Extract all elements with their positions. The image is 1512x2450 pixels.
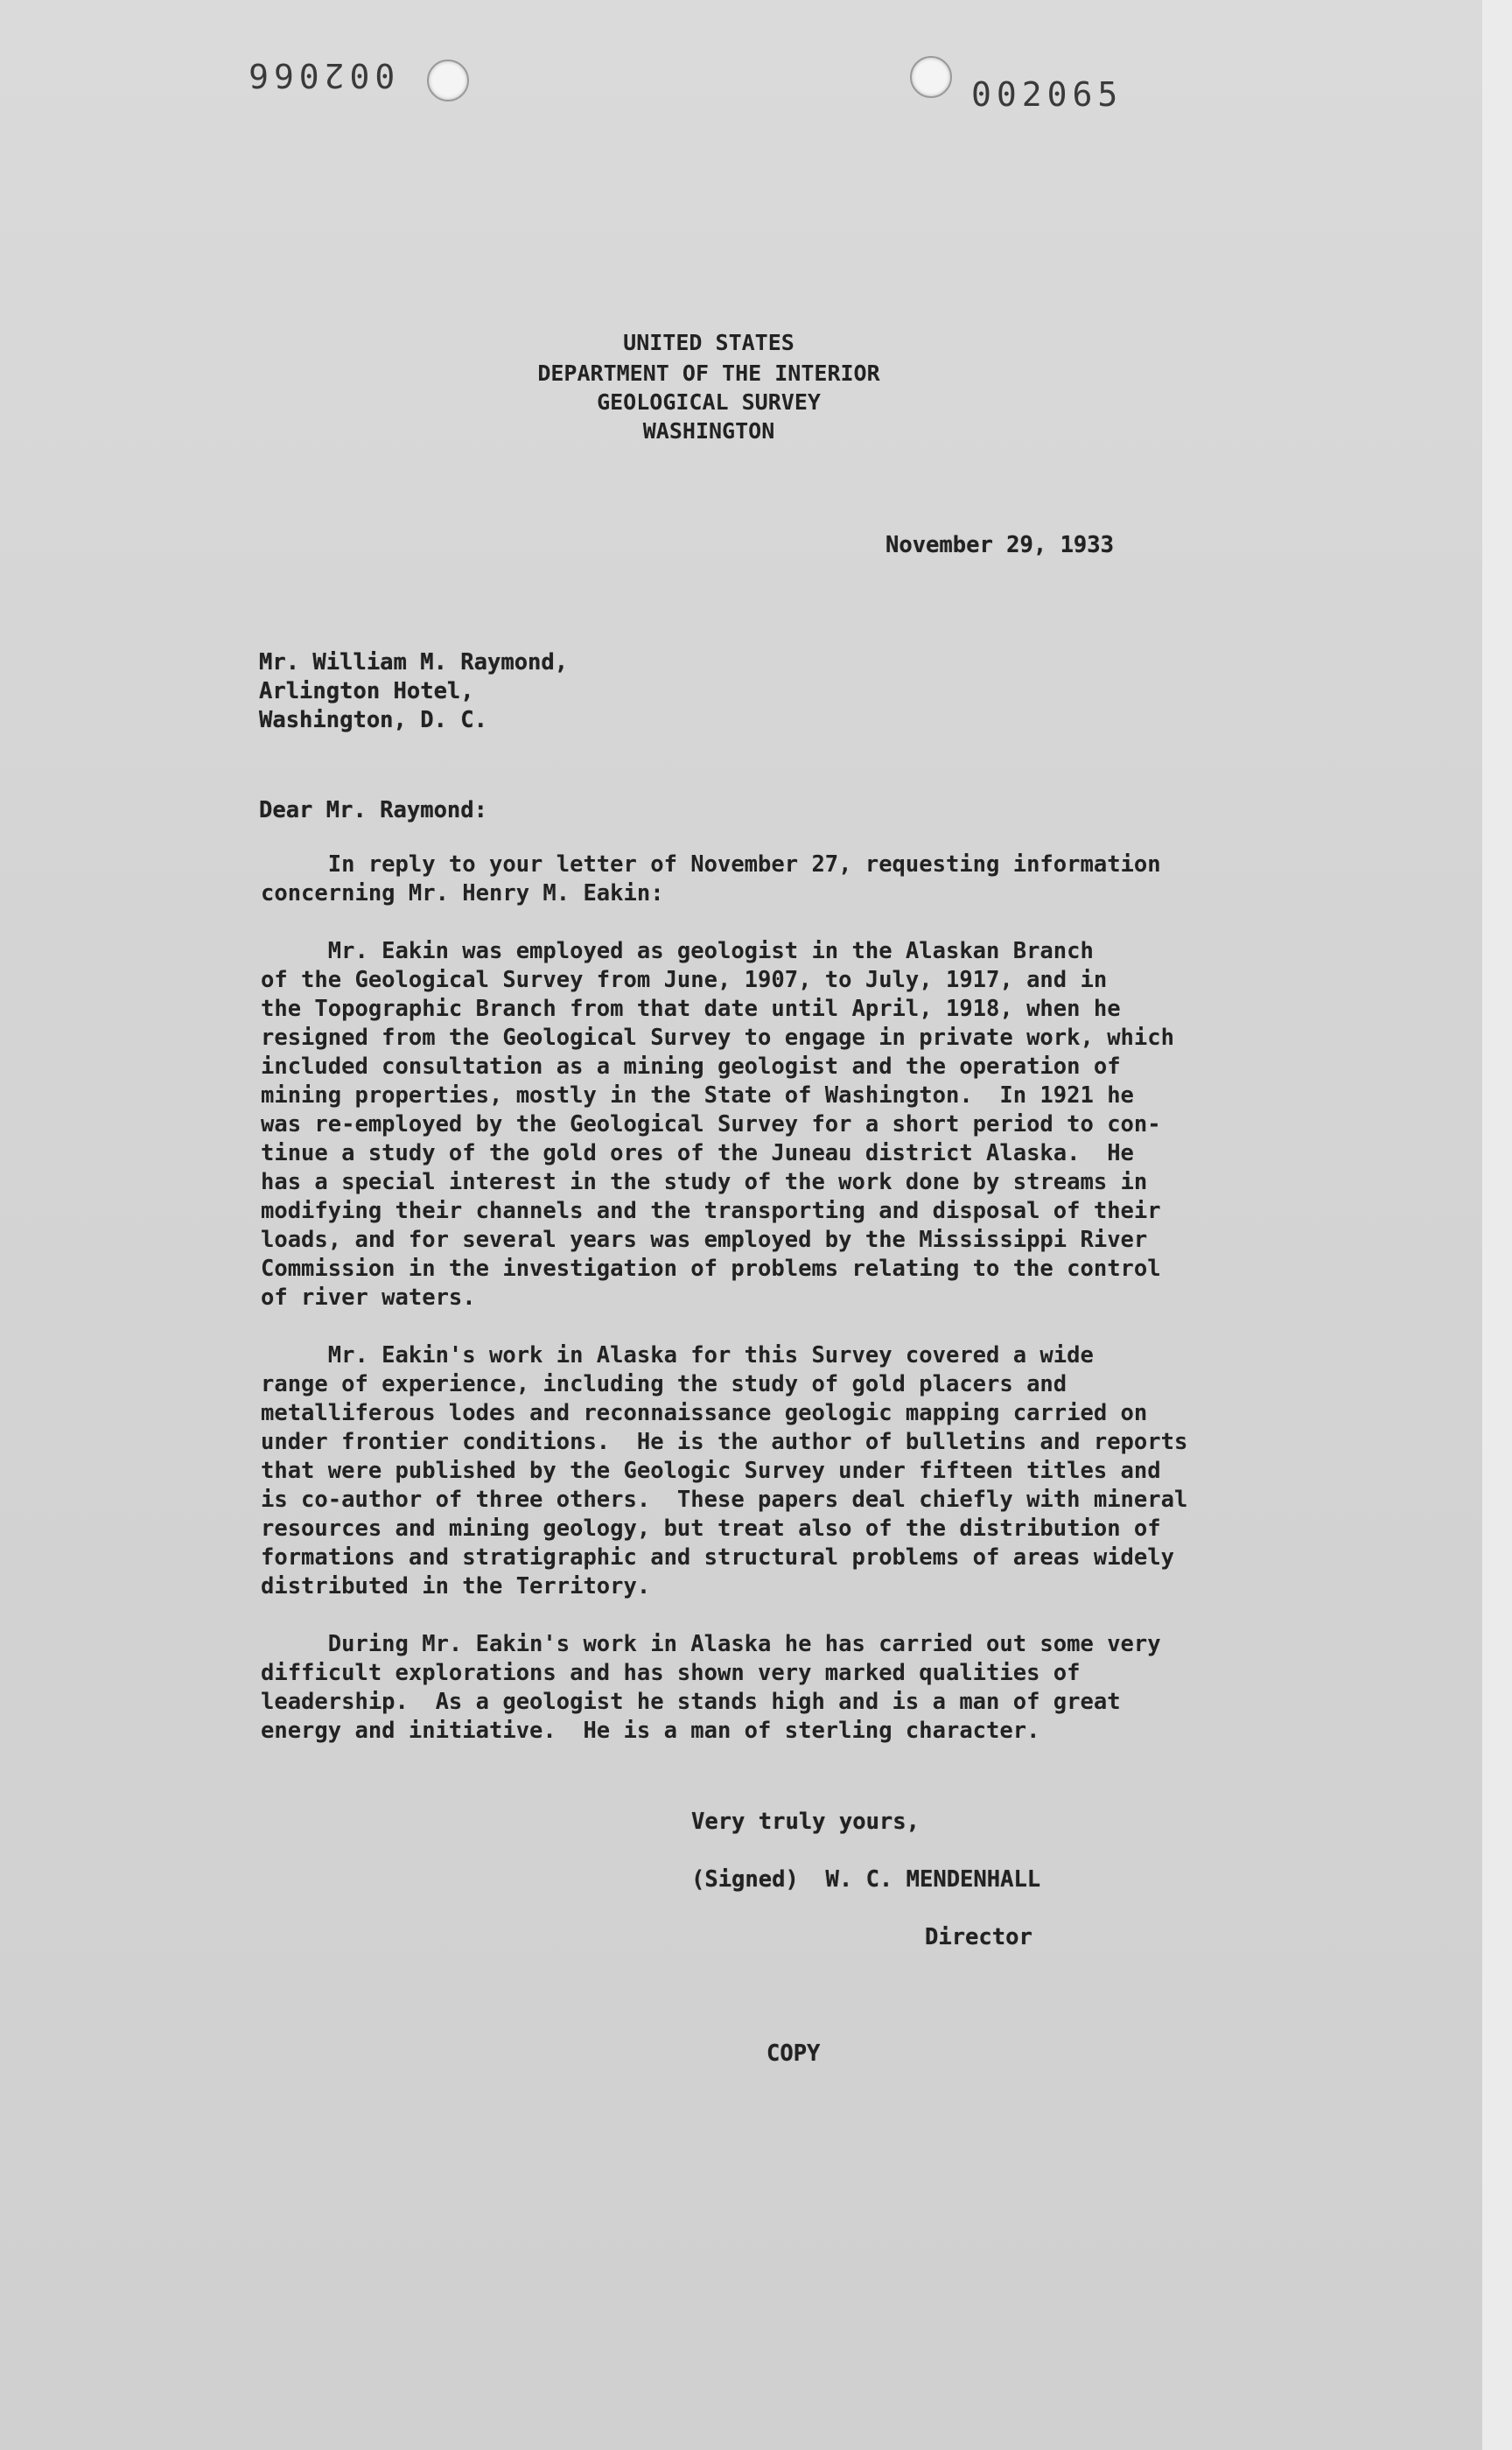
page-edge: [1482, 0, 1512, 2450]
letterhead-line-4: WASHINGTON: [642, 418, 775, 444]
address-line-1: Mr. William M. Raymond,: [259, 649, 569, 676]
paragraph-3: Mr. Eakin's work in Alaska for this Survey covered a wide range of experience, including the study of gold placers and metalliferous lodes and reconnaissance geologic mapping carried on under frontier conditions. He is the author of bulletins and reports that were published by the Geologic Survey under fifteen titles and is co-author of three others. These papers deal chiefly with mineral resources and mining geology, but treat also of the distribution of formations and stratigraphic and structural problems of areas widely distributed in the Territory.: [261, 1342, 1188, 1600]
address-line-2: Arlington Hotel,: [259, 678, 474, 704]
punch-hole-left: [427, 60, 469, 102]
punch-hole-right: [910, 56, 952, 98]
paragraph-4: During Mr. Eakin's work in Alaska he has carried out some very difficult explorations and has shown very marked qualities of leadership. As a geologist he stands high and is a man of great energy and initiative. He is a man of sterling character.: [261, 1631, 1161, 1744]
paragraph-2: Mr. Eakin was employed as geologist in the Alaskan Branch of the Geological Survey from June, 1907, to July, 1917, and in the Topographic Branch from that date until April, 1918, when he resigned from the Geological Survey to engage in private work, which included consultation as a mining geologist and the operation of mining properties, mostly in the State of Washington. In 1921 he was re-employed by the Geological Survey for a short period to con- tinue a study of the gold ores of the Juneau district Alaska. He has a special interest in the study of the work done by streams in modifying their channels and the transporting and disposal of their loads, and for several years was employed by the Mississippi River Commission in the investigation of problems relating to the control of river waters.: [261, 938, 1174, 1311]
letterhead-line-2: DEPARTMENT OF THE INTERIOR: [537, 360, 880, 386]
stamp-number-left: 002066: [243, 56, 396, 94]
signer-title: Director: [925, 1924, 1032, 1950]
letterhead-line-1: UNITED STATES: [623, 330, 794, 355]
valediction: Very truly yours,: [691, 1809, 920, 1835]
stamp-number-right: 002065: [971, 75, 1124, 114]
paragraph-1: In reply to your letter of November 27, requesting information concerning Mr. Henry M. Eakin:: [261, 851, 1161, 906]
salutation: Dear Mr. Raymond:: [259, 797, 487, 823]
signature: (Signed) W. C. MENDENHALL: [691, 1866, 1041, 1893]
address-line-3: Washington, D. C.: [259, 707, 487, 733]
letterhead-line-3: GEOLOGICAL SURVEY: [597, 389, 821, 415]
letter-date: November 29, 1933: [886, 532, 1114, 558]
copy-label: COPY: [766, 2040, 821, 2067]
